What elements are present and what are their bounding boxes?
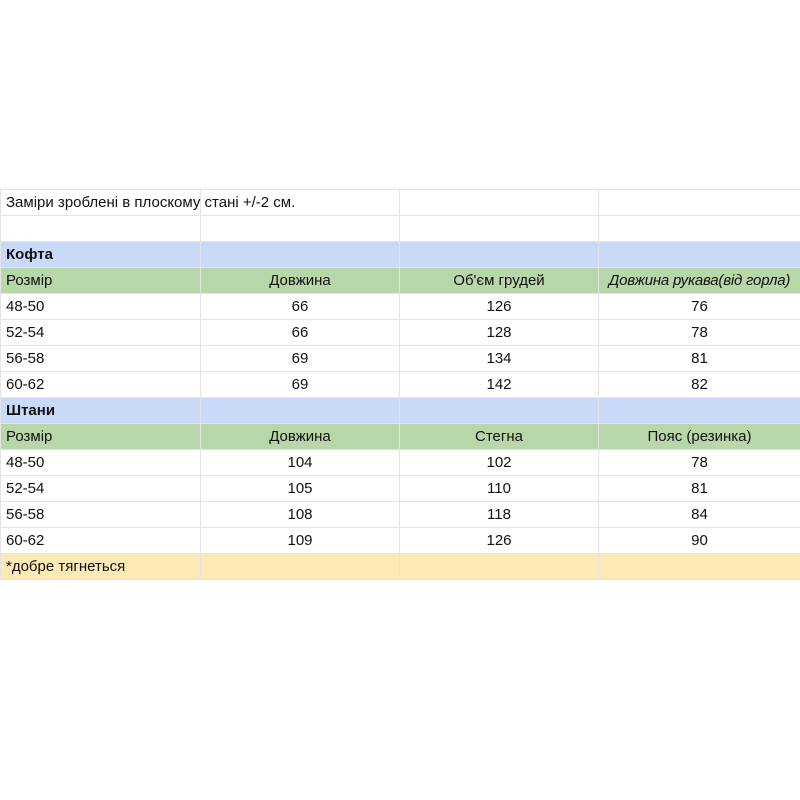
value-cell[interactable]: 66	[201, 294, 400, 320]
table-row	[1, 320, 800, 346]
value-cell[interactable]: 128	[400, 320, 599, 346]
stretch-note[interactable]: *добре тягнеться	[1, 554, 201, 580]
value-cell[interactable]: 78	[599, 450, 800, 476]
size-cell[interactable]: 56-58	[1, 502, 201, 528]
table-row	[1, 528, 800, 554]
header-length[interactable]: Довжина	[201, 424, 400, 450]
empty-cell[interactable]	[201, 554, 400, 580]
size-cell[interactable]: 60-62	[1, 372, 201, 398]
empty-cell[interactable]	[201, 242, 400, 268]
value-cell[interactable]: 104	[201, 450, 400, 476]
blank-row	[1, 216, 800, 242]
empty-cell[interactable]	[599, 398, 800, 424]
value-cell[interactable]: 102	[400, 450, 599, 476]
header-row-top	[1, 268, 800, 294]
table-row	[1, 450, 800, 476]
section-title[interactable]: Кофта	[1, 242, 201, 268]
table-row	[1, 502, 800, 528]
header-size[interactable]: Розмір	[1, 424, 201, 450]
value-cell[interactable]: 108	[201, 502, 400, 528]
header-size[interactable]: Розмір	[1, 268, 201, 294]
value-cell[interactable]: 76	[599, 294, 800, 320]
size-chart-table	[0, 189, 800, 580]
value-cell[interactable]: 69	[201, 346, 400, 372]
size-cell[interactable]: 48-50	[1, 294, 201, 320]
empty-cell[interactable]	[400, 554, 599, 580]
header-chest[interactable]: Об'єм грудей	[400, 268, 599, 294]
empty-cell[interactable]	[201, 398, 400, 424]
measurement-note[interactable]: Заміри зроблені в плоскому стані +/-2 см.	[1, 190, 201, 216]
value-cell[interactable]: 105	[201, 476, 400, 502]
value-cell[interactable]: 142	[400, 372, 599, 398]
value-cell[interactable]: 78	[599, 320, 800, 346]
empty-cell[interactable]	[1, 216, 201, 242]
table-row	[1, 294, 800, 320]
empty-cell[interactable]	[599, 190, 800, 216]
value-cell[interactable]: 110	[400, 476, 599, 502]
value-cell[interactable]: 126	[400, 294, 599, 320]
empty-cell[interactable]	[599, 216, 800, 242]
value-cell[interactable]: 82	[599, 372, 800, 398]
header-hips[interactable]: Стегна	[400, 424, 599, 450]
value-cell[interactable]: 118	[400, 502, 599, 528]
empty-cell[interactable]	[400, 398, 599, 424]
empty-cell[interactable]	[599, 554, 800, 580]
header-sleeve-length[interactable]: Довжина рукава(від горла)	[599, 268, 800, 294]
value-cell[interactable]: 134	[400, 346, 599, 372]
value-cell[interactable]: 90	[599, 528, 800, 554]
value-cell[interactable]: 69	[201, 372, 400, 398]
value-cell[interactable]: 126	[400, 528, 599, 554]
header-length[interactable]: Довжина	[201, 268, 400, 294]
size-cell[interactable]: 52-54	[1, 476, 201, 502]
table-row	[1, 372, 800, 398]
value-cell[interactable]: 109	[201, 528, 400, 554]
measurement-note-row	[1, 190, 800, 216]
value-cell[interactable]: 84	[599, 502, 800, 528]
value-cell[interactable]: 81	[599, 346, 800, 372]
size-cell[interactable]: 60-62	[1, 528, 201, 554]
empty-cell[interactable]	[201, 216, 400, 242]
empty-cell[interactable]	[599, 242, 800, 268]
section-row-bottom	[1, 398, 800, 424]
table-row	[1, 476, 800, 502]
empty-cell[interactable]	[400, 216, 599, 242]
empty-cell[interactable]	[400, 242, 599, 268]
header-row-bottom	[1, 424, 800, 450]
footer-note-row	[1, 554, 800, 580]
size-cell[interactable]: 52-54	[1, 320, 201, 346]
size-cell[interactable]: 48-50	[1, 450, 201, 476]
header-waistband[interactable]: Пояс (резинка)	[599, 424, 800, 450]
empty-cell[interactable]	[400, 190, 599, 216]
value-cell[interactable]: 81	[599, 476, 800, 502]
table-row	[1, 346, 800, 372]
size-cell[interactable]: 56-58	[1, 346, 201, 372]
value-cell[interactable]: 66	[201, 320, 400, 346]
section-row-top	[1, 242, 800, 268]
section-title[interactable]: Штани	[1, 398, 201, 424]
